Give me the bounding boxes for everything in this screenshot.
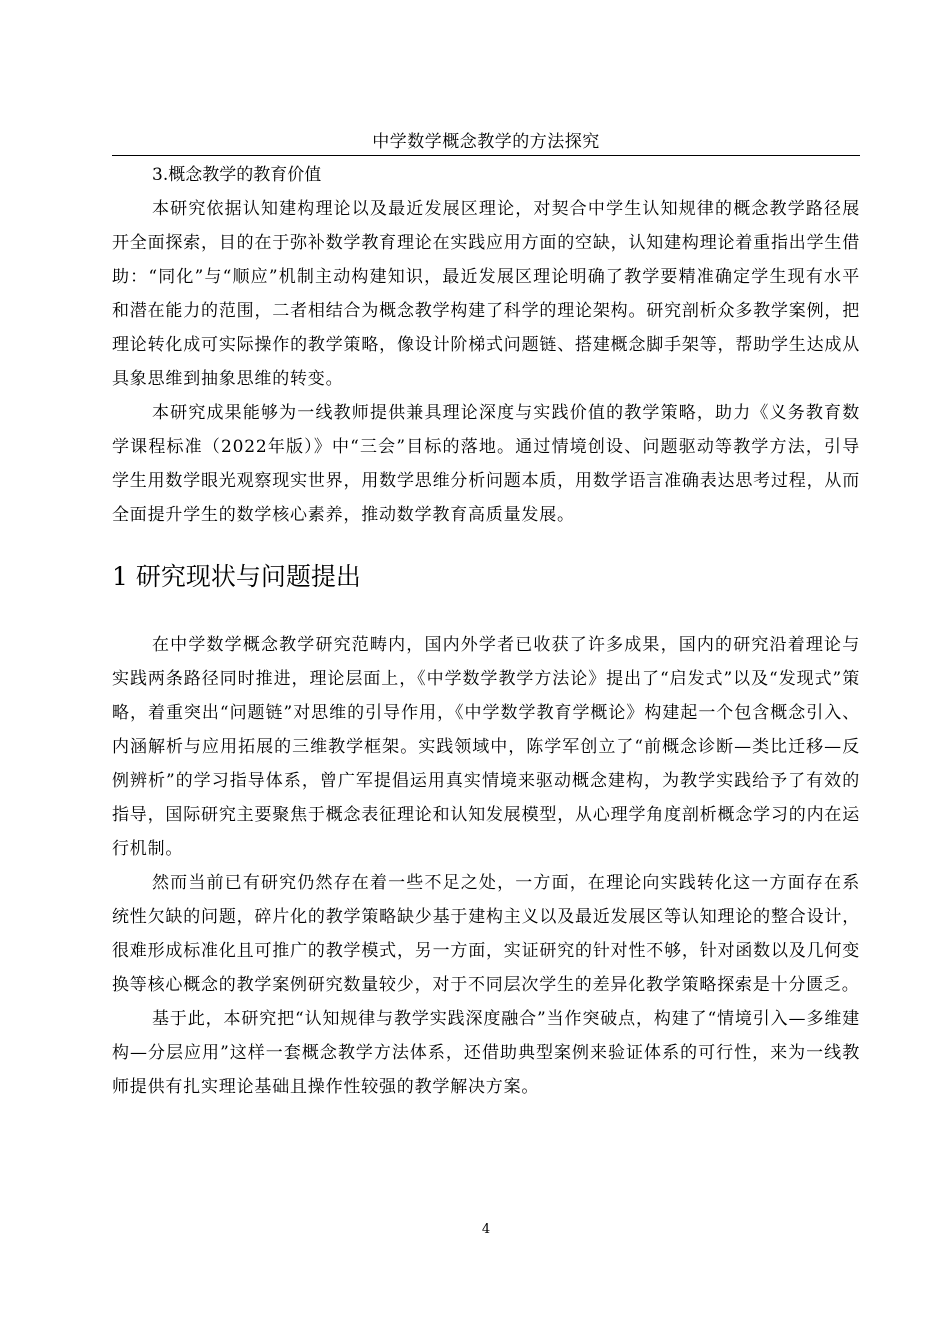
paragraph: 基于此，本研究把“认知规律与教学实践深度融合”当作突破点，构建了“情境引入—多维建构—分层应用”这样一套概念教学方法体系，还借助典型案例来验证体系的可行性，来为一线教师提供有扎实理论基础且操作性较强的教学解决方案。 — [112, 1009, 860, 1097]
paragraph: 在中学数学概念教学研究范畴内，国内外学者已收获了许多成果，国内的研究沿着理论与实践两条路径同时推进，理论层面上，《中学数学教学方法论》提出了“启发式”以及“发现式”策略，着重突出“问题链”对思维的引导作用，《中学数学教育学概论》构建起一个包含概念引入、内涵解析与应用拓展的三维教学框架。实践领域中，陈学军创立了“前概念诊断—类比迁移—反例辨析”的学习指导体系，曾广军提倡运用真实情境来驱动概念建构，为教学实践给予了有效的指导，国际研究主要聚焦于概念表征理论和认知发展模型，从心理学角度剖析概念学习的内在运行机制。 — [112, 635, 860, 859]
header-rule — [112, 155, 860, 156]
paragraph: 本研究依据认知建构理论以及最近发展区理论，对契合中学生认知规律的概念教学路径展开全面探索，目的在于弥补数学教育理论在实践应用方面的空缺，认知建构理论着重指出学生借助：“同化”与“顺应”机制主动构建知识，最近发展区理论明确了教学要精准确定学生现有水平和潜在能力的范围，二者相结合为概念教学构建了科学的理论架构。研究剖析众多教学案例，把理论转化成可实际操作的教学策略，像设计阶梯式问题链、搭建概念脚手架等，帮助学生达成从具象思维到抽象思维的转变。 — [112, 199, 860, 389]
page-number: 4 — [481, 1222, 491, 1237]
page-content — [112, 158, 860, 1104]
section-heading: 1 研究现状与问题提出 — [112, 562, 361, 591]
running-header: 中学数学概念教学的方法探究 — [372, 132, 600, 152]
subheading: 3.概念教学的教育价值 — [152, 165, 322, 185]
paragraph: 然而当前已有研究仍然存在着一些不足之处，一方面，在理论向实践转化这一方面存在系统性欠缺的问题，碎片化的教学策略缺少基于建构主义以及最近发展区等认知理论的整合设计，很难形成标准化且可推广的教学模式，另一方面，实证研究的针对性不够，针对函数以及几何变换等核心概念的教学案例研究数量较少，对于不同层次学生的差异化教学策略探索是十分匮乏。 — [112, 873, 860, 995]
paragraph: 本研究成果能够为一线教师提供兼具理论深度与实践价值的教学策略，助力《义务教育数学课程标准（2022年版）》中“三会”目标的落地。通过情境创设、问题驱动等教学方法，引导学生用数学眼光观察现实世界，用数学思维分析问题本质，用数学语言准确表达思考过程，从而全面提升学生的数学核心素养，推动数学教育高质量发展。 — [112, 403, 860, 525]
